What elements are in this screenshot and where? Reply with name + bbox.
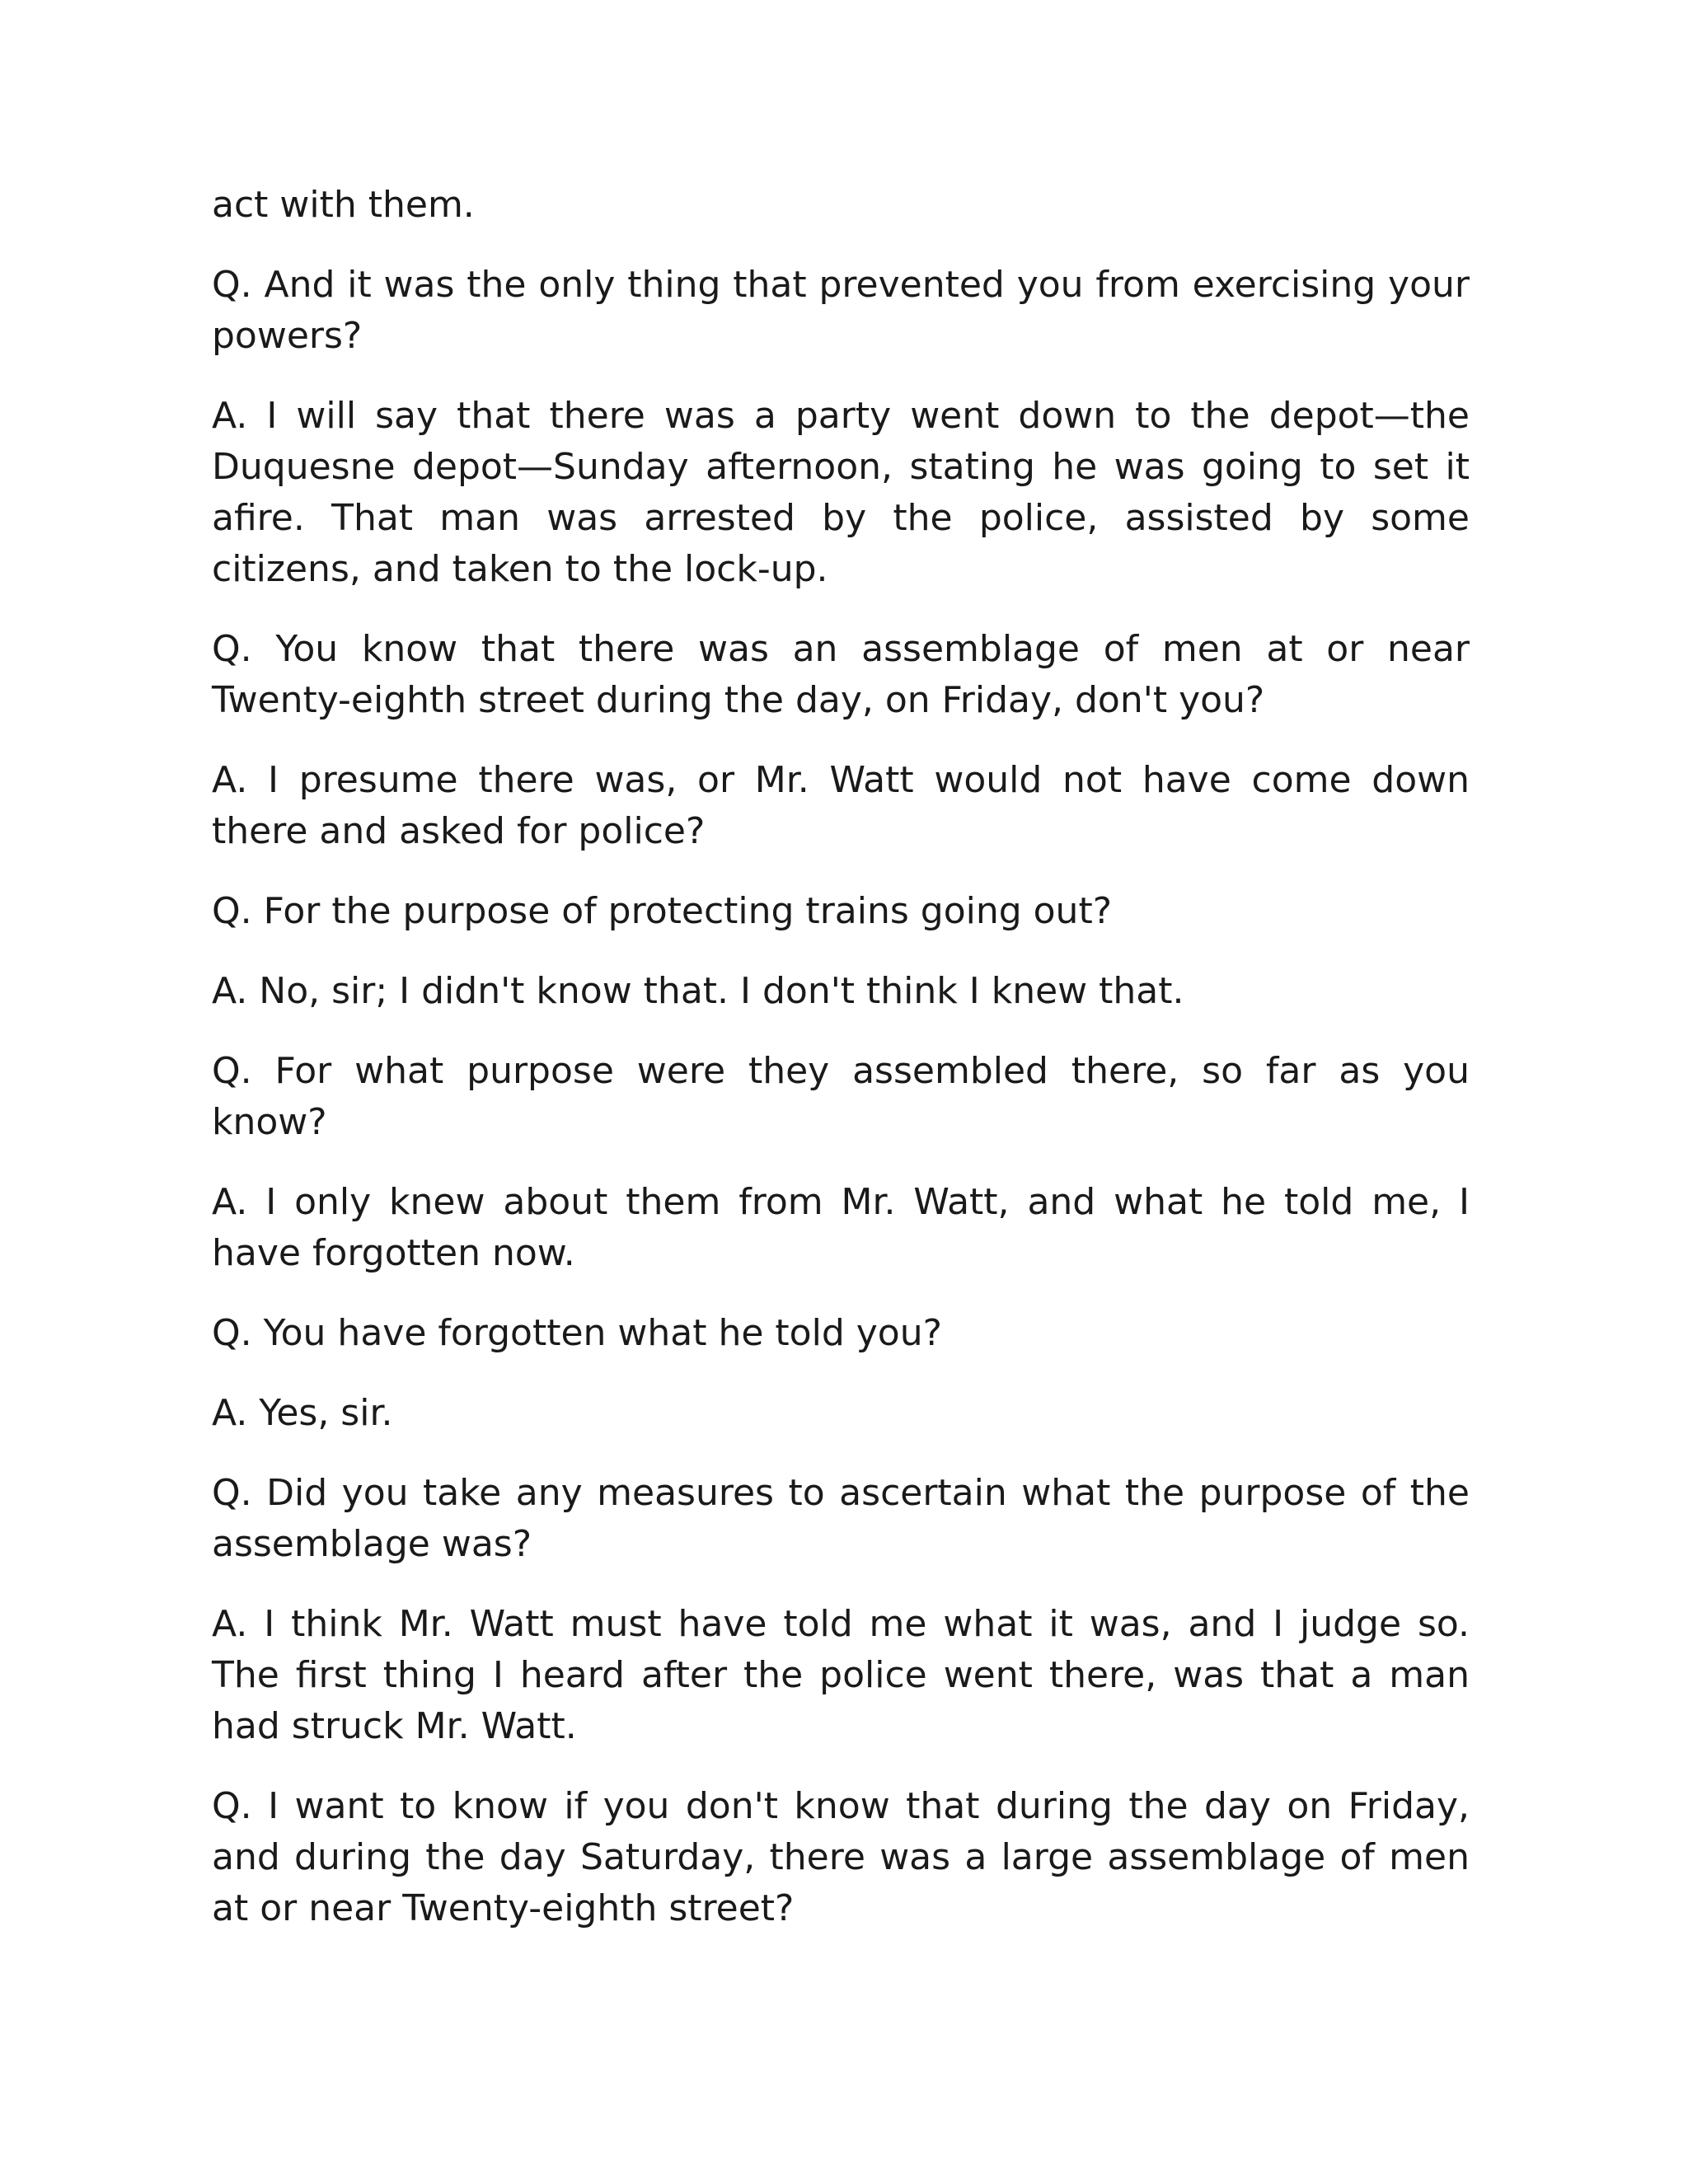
paragraph-question: Q. For what purpose were they assembled there, so far as you know? <box>212 1050 1470 1143</box>
paragraph-question: Q. You know that there was an assemblage of men at or near Twenty-eighth street during the day, on Friday, don't you? <box>212 628 1470 721</box>
paragraph-question: Q. I want to know if you don't know that during the day on Friday, and during the day Saturday, there was a large assemblage of men at or near Twenty-eighth street? <box>212 1785 1470 1929</box>
paragraph-question: Q. You have forgotten what he told you? <box>212 1312 942 1354</box>
document-page <box>212 180 1470 1963</box>
paragraph-answer: A. I think Mr. Watt must have told me what it was, and I judge so. The first thing I heard after the police went there, was that a man had struck Mr. Watt. <box>212 1603 1470 1747</box>
paragraph-continuation: act with them. <box>212 184 475 226</box>
paragraph-answer: A. Yes, sir. <box>212 1392 393 1434</box>
paragraph-answer: A. No, sir; I didn't know that. I don't think I knew that. <box>212 970 1184 1012</box>
paragraph-question: Q. Did you take any measures to ascertain what the purpose of the assemblage was? <box>212 1472 1470 1565</box>
paragraph-question: Q. For the purpose of protecting trains going out? <box>212 890 1113 932</box>
paragraph-answer: A. I only knew about them from Mr. Watt, and what he told me, I have forgotten now. <box>212 1181 1470 1274</box>
paragraph-answer: A. I presume there was, or Mr. Watt would not have come down there and asked for police? <box>212 759 1470 852</box>
paragraph-answer: A. I will say that there was a party went down to the depot—the Duquesne depot—Sunday afternoon, stating he was going to set it afire. That man was arrested by the police, assisted by some citizens, and taken to the lock-up. <box>212 395 1470 590</box>
paragraph-question: Q. And it was the only thing that prevented you from exercising your powers? <box>212 264 1470 357</box>
